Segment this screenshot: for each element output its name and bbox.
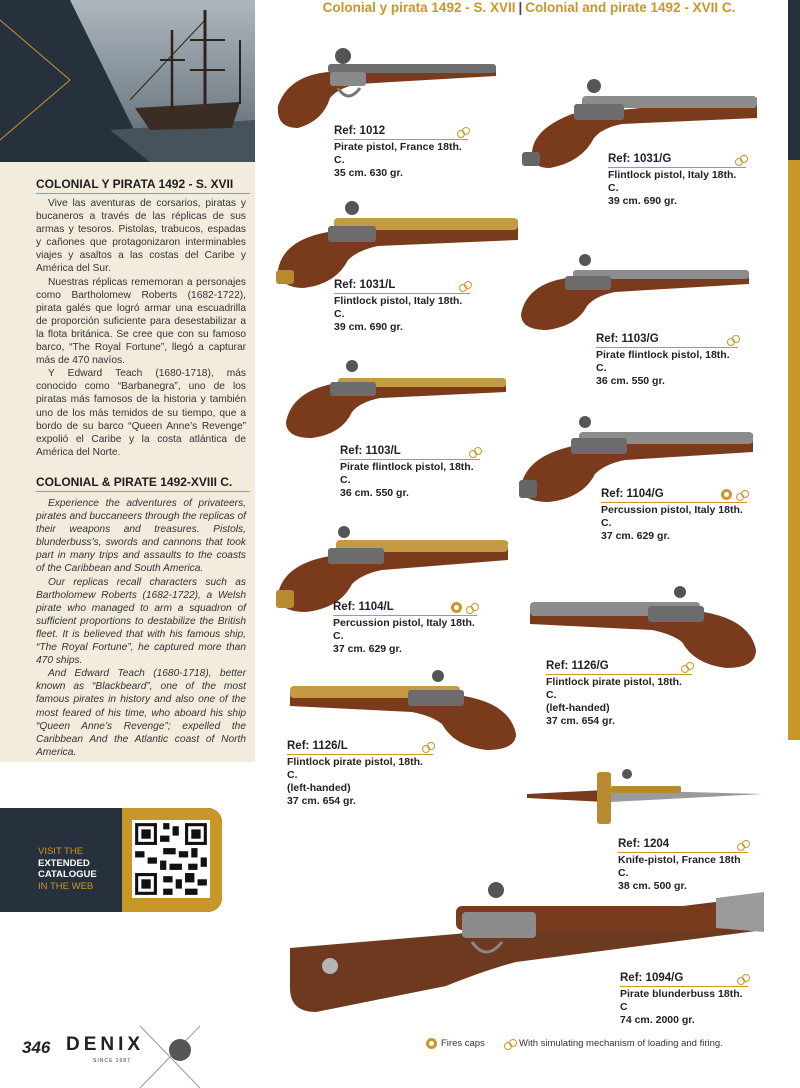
product-ref: Ref: 1104/L xyxy=(333,601,394,613)
knife-pistol-1204-image xyxy=(525,764,765,826)
product-1104l[interactable] xyxy=(333,601,477,656)
banner-title-es: Colonial y pirata 1492 - S. XVII xyxy=(322,0,516,15)
product-name-line2: (left-handed) xyxy=(546,702,610,714)
product-name: Knife-pistol, France 18th C. xyxy=(618,854,741,879)
product-name: Flintlock pistol, Italy 18th. C. xyxy=(608,169,737,194)
legend-mechanism-text: With simulating mechanism of loading and firing. xyxy=(519,1038,723,1049)
pistol-1103l-image xyxy=(280,352,508,442)
english-paragraph: And Edward Teach (1680-1718), better known as “Blackbeard”, one of the most famous pirates in history and also one of the most feared of his time, who aboard his ship “Queen Anne’s Revenge”; expelled the Caribbean And the Atlantic coast of North America. xyxy=(36,668,246,758)
product-name: Pirate pistol, France 18th. C. xyxy=(334,141,462,166)
qr-line4: IN THE WEB xyxy=(38,880,94,892)
product-name: Pirate blunderbuss 18th. C xyxy=(620,988,743,1013)
product-ref: Ref: 1126/L xyxy=(287,740,348,752)
product-1103g[interactable] xyxy=(596,333,738,388)
gears-icon xyxy=(457,127,468,137)
page-number: 346 xyxy=(22,1038,51,1057)
english-section-title: COLONIAL & PIRATE 1492-XVIII C. xyxy=(36,475,250,489)
product-name: Flintlock pirate pistol, 18th. C. xyxy=(287,756,423,781)
product-ref: Ref: 1103/L xyxy=(340,445,401,457)
pistol-1126l-image xyxy=(288,664,522,752)
side-tab-navy xyxy=(788,0,800,160)
english-text xyxy=(36,497,246,759)
gears-icon xyxy=(504,1039,515,1049)
product-specs: 36 cm. 550 gr. xyxy=(596,375,665,387)
product-specs: 74 cm. 2000 gr. xyxy=(620,1014,695,1026)
legend-fires-caps-text: Fires caps xyxy=(441,1038,485,1049)
product-name: Pirate flintlock pistol, 18th. C. xyxy=(596,349,730,374)
product-1012[interactable] xyxy=(334,125,468,180)
product-ref: Ref: 1094/G xyxy=(620,972,684,984)
product-name: Percussion pistol, Italy 18th. C. xyxy=(601,504,743,529)
qr-caption xyxy=(38,846,97,892)
english-paragraph: Our replicas recall characters such as Bartholomew Roberts (1682-1722), a Welsh pirate who managed to arm a squadron of sufficient proportions to destabilize the British fleet. It is believed that with his famous ship, “The Royal Fortune”, he captured more than 470 ships. xyxy=(36,576,246,667)
product-specs: 39 cm. 690 gr. xyxy=(608,195,677,207)
product-1126l[interactable] xyxy=(287,740,433,808)
pistol-1012-image xyxy=(268,36,498,134)
page-banner xyxy=(258,0,800,20)
product-specs: 37 cm. 629 gr. xyxy=(601,530,670,542)
spanish-paragraph: Vive las aventuras de corsarios, piratas y bucaneros a través de las réplicas de sus armas y tesoros. Pistolas, trabucos, espadas y cañones que protagonizaron interminables viajes y asaltos a las costas del Caribe y América del Sur. xyxy=(36,198,246,275)
legend-fires-caps xyxy=(426,1038,485,1049)
product-ref: Ref: 1204 xyxy=(618,838,670,850)
banner-title-en: Colonial and pirate 1492 - XVII C. xyxy=(525,0,736,15)
product-specs: 37 cm. 629 gr. xyxy=(333,643,402,655)
product-1031l[interactable] xyxy=(334,279,470,334)
english-paragraph: Experience the adventures of privateers, pirates and buccaneers through the replicas of their weapons and treasures. Pistols, blunderbuss’s, swords and cannons that took part in many trips and assaults to the coasts of the Caribbean and South America. xyxy=(36,498,246,575)
gears-icon xyxy=(469,447,480,457)
product-name: Flintlock pistol, Italy 18th. C. xyxy=(334,295,463,320)
qr-code[interactable] xyxy=(132,820,210,898)
product-name-line2: (left-handed) xyxy=(287,782,351,794)
product-ref: Ref: 1103/G xyxy=(596,333,659,345)
product-name: Flintlock pirate pistol, 18th. C. xyxy=(546,676,682,701)
qr-line2: EXTENDED xyxy=(38,857,90,869)
product-name: Pirate flintlock pistol, 18th. C. xyxy=(340,461,474,486)
pistol-1103g-image xyxy=(515,248,751,332)
banner-separator: | xyxy=(518,0,523,15)
spanish-paragraph: Y Edward Teach (1680-1718), más conocido como “Barbanegra”, uno de los piratas más famosos de la historia y también uno de los más temidos de su tiempo, que a bordo de su barco “Queen Anne’s Revenge” expolió el Caribe y la costa atlántica de América del Norte. xyxy=(36,368,246,458)
product-ref: Ref: 1104/G xyxy=(601,488,664,500)
sun-cap-icon xyxy=(426,1038,437,1049)
gears-icon xyxy=(466,603,477,613)
pistol-1126g-image xyxy=(528,578,762,670)
denix-since: SINCE 1987 xyxy=(93,1058,131,1064)
product-1104g[interactable] xyxy=(601,488,747,543)
gears-icon xyxy=(737,974,748,984)
gears-icon xyxy=(735,155,746,165)
product-1126g[interactable] xyxy=(546,660,692,728)
product-1204[interactable] xyxy=(618,838,748,893)
product-specs: 36 cm. 550 gr. xyxy=(340,487,409,499)
product-1094g[interactable] xyxy=(620,972,748,1027)
qr-line1: VISIT THE xyxy=(38,846,84,857)
product-specs: 39 cm. 690 gr. xyxy=(334,321,403,333)
sun-cap-icon xyxy=(721,489,732,500)
legend-mechanism xyxy=(504,1038,723,1049)
product-ref: Ref: 1126/G xyxy=(546,660,609,672)
product-specs: 35 cm. 630 gr. xyxy=(334,167,403,179)
denix-logo: DENIX xyxy=(66,1034,145,1055)
product-1031g[interactable] xyxy=(608,153,746,208)
product-1103l[interactable] xyxy=(340,445,480,500)
product-specs: 37 cm. 654 gr. xyxy=(546,715,615,727)
emblem-icon xyxy=(140,1026,200,1088)
spanish-text xyxy=(36,197,246,459)
side-tab-gold xyxy=(788,160,800,740)
pirate-ship-image xyxy=(0,0,255,162)
product-ref: Ref: 1031/G xyxy=(608,153,672,165)
gears-icon xyxy=(681,662,692,672)
spanish-paragraph: Nuestras réplicas rememoran a personajes como Bartholomew Roberts (1682-1722), pirata galés que logró armar una escuadrilla de proporción suficiente para desestabilizar a la flota británica. Se cree que con su famoso barco, “The Royal Fortune”, llegó a capturar más de 470 navíos. xyxy=(36,276,246,367)
pistol-1031l-image xyxy=(268,198,520,290)
sun-cap-icon xyxy=(451,602,462,613)
product-specs: 38 cm. 500 gr. xyxy=(618,880,687,892)
qr-line3: CATALOGUE xyxy=(38,869,97,880)
product-ref: Ref: 1012 xyxy=(334,125,386,137)
gears-icon xyxy=(459,281,470,291)
gears-icon xyxy=(422,742,433,752)
gears-icon xyxy=(737,840,748,850)
gears-icon xyxy=(736,490,747,500)
product-specs: 37 cm. 654 gr. xyxy=(287,795,356,807)
gears-icon xyxy=(727,335,738,345)
product-ref: Ref: 1031/L xyxy=(334,279,396,291)
spanish-section-title: COLONIAL Y PIRATA 1492 - S. XVII xyxy=(36,177,250,191)
product-name: Percussion pistol, Italy 18th. C. xyxy=(333,617,475,642)
